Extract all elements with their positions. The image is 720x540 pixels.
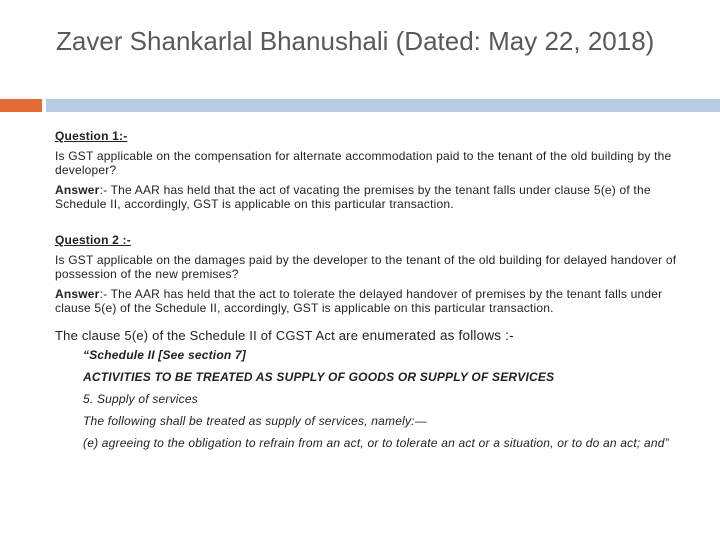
page-title: Zaver Shankarlal Bhanushali (Dated: May 22, 2018) xyxy=(56,26,655,56)
answer-1 xyxy=(55,183,685,211)
schedule-item-5: 5. Supply of services xyxy=(83,392,198,406)
title-divider-bar xyxy=(46,99,720,112)
question-1-section xyxy=(55,129,685,211)
answer-1-label: Answer xyxy=(55,183,100,197)
schedule-item-intro: The following shall be treated as supply of services, namely:— xyxy=(83,414,427,428)
schedule-quote xyxy=(83,348,685,450)
question-2-section xyxy=(55,233,685,315)
schedule-activities-heading: ACTIVITIES TO BE TREATED AS SUPPLY OF GOODS OR SUPPLY OF SERVICES xyxy=(83,370,555,384)
schedule-intro xyxy=(55,329,685,343)
schedule-section xyxy=(55,329,685,450)
question-2-heading: Question 2 :- xyxy=(55,233,131,247)
question-1-heading: Question 1:- xyxy=(55,129,128,143)
schedule-heading: “Schedule II [See section 7] xyxy=(83,348,246,362)
answer-2-text: :- The AAR has held that the act to tolerate the delayed handover of premises by the tenant falls under clause 5(e) of the Schedule II, accordingly, GST is applicable on this particular transaction. xyxy=(55,287,663,315)
question-2-text: Is GST applicable on the damages paid by the developer to the tenant of the old building for delayed handover of possession of the new premises? xyxy=(55,253,677,281)
schedule-intro-tail: enumerated as follows :- xyxy=(361,328,514,343)
schedule-intro-text: The clause 5(e) of the Schedule II of CGST Act are xyxy=(55,328,362,343)
schedule-item-5e: (e) agreeing to the obligation to refrain from an act, or to tolerate an act or a situation, or to do an act; and” xyxy=(83,436,669,450)
answer-1-text: :- The AAR has held that the act of vacating the premises by the tenant falls under clause 5(e) of the Schedule II, accordingly, GST is applicable on this particular transaction. xyxy=(55,183,651,211)
answer-2 xyxy=(55,287,685,315)
title-accent-bar xyxy=(0,99,42,112)
slide-body xyxy=(55,129,685,458)
answer-2-label: Answer xyxy=(55,287,100,301)
question-1-text: Is GST applicable on the compensation for alternate accommodation paid to the tenant of the old building by the developer? xyxy=(55,149,672,177)
